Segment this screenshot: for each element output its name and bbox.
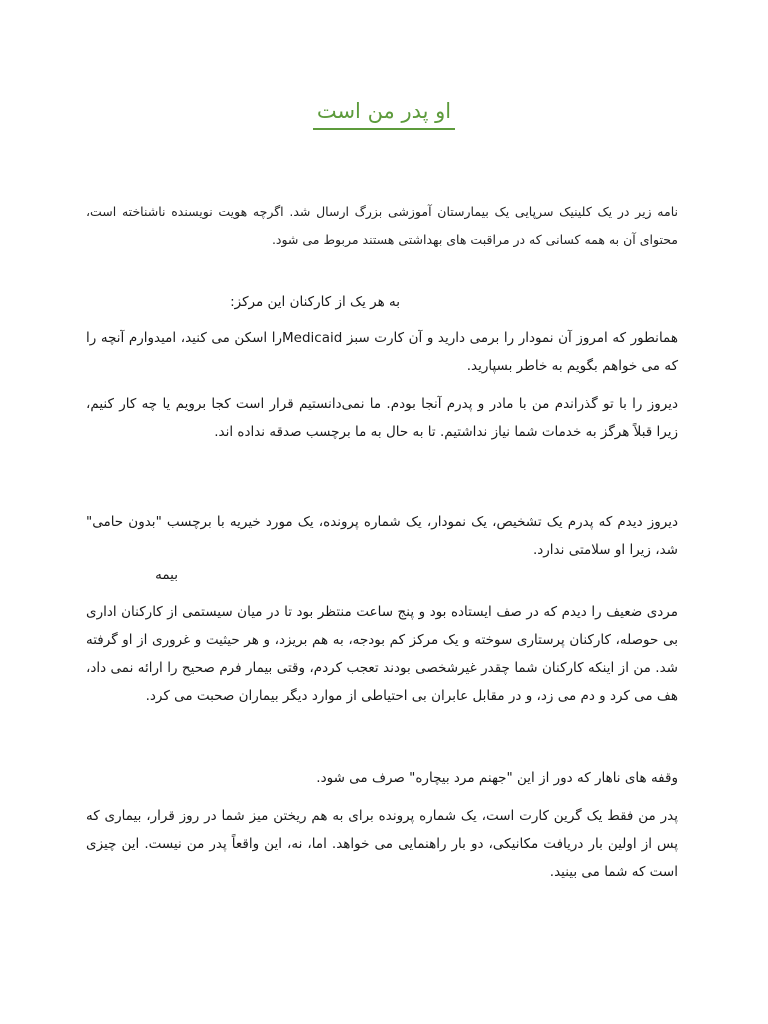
- paragraph-2: دیروز را با تو گذراندم من با مادر و پدرم آنجا بودم. ما نمی‌دانستیم قرار است کجا برویم یا چه کار کنیم، زیرا قبلاً هرگز به خدمات شما نیاز نداشتیم. تا به حال به ما برچسب صدقه نداده اند.: [86, 396, 678, 440]
- paragraph-6: پدر من فقط یک گرین کارت است، یک شماره پرونده برای به هم ریختن میز شما در روز قرار، بیماری که پس از اولین بار دریافت مکانیکی، دو بار راهنمایی می خواهد. اما، نه، این واقعاً پدر من نیست. این چیزی است که شما می بینید.: [86, 808, 678, 880]
- paragraph-5: وقفه های ناهار که دور از این "جهنم مرد بیچاره" صرف می شود.: [316, 770, 678, 786]
- insurance-note: بیمه: [155, 567, 178, 583]
- paragraph-3: دیروز دیدم که پدرم یک تشخیص، یک نمودار، یک شماره پرونده، یک مورد خیریه با برچسب "بدون حامی" شد، زیرا او سلامتی ندارد.: [86, 514, 678, 558]
- intro-paragraph: نامه زیر در یک کلینیک سرپایی یک بیمارستان آموزشی بزرگ ارسال شد. اگرچه هویت نویسنده ناشناخته است، محتوای آن به همه کسانی که در مراقبت های بهداشتی هستند مربوط می شود.: [86, 204, 678, 247]
- document-title: او پدر من است: [313, 98, 455, 130]
- paragraph-4: مردی ضعیف را دیدم که در صف ایستاده بود و پنج ساعت منتظر بود تا در میان سیستمی از کارکنان اداری بی حوصله، کارکنان پرستاری سوخته و یک مرکز کم بودجه، به هم بریزد، و هر حیثیت و غروری از او گرفته شد. من از اینکه کارکنان شما چقدر غیرشخصی بودند تعجب کردم، وقتی بیمار فرم صحیح را ارائه نمی داد، هف می کرد و دم می زد، و در مقابل عابران بی احتیاطی از موارد دیگر بیماران صحبت می کرد.: [86, 604, 678, 704]
- paragraph-1: همانطور که امروز آن نمودار را برمی دارید و آن کارت سبز Medicaidرا اسکن می کنید، امیدوارم آنچه را که می خواهم بگویم به خاطر بسپارید.: [86, 330, 678, 374]
- title-container: [0, 98, 768, 130]
- greeting-line: به هر یک از کارکنان این مرکز:: [230, 294, 400, 310]
